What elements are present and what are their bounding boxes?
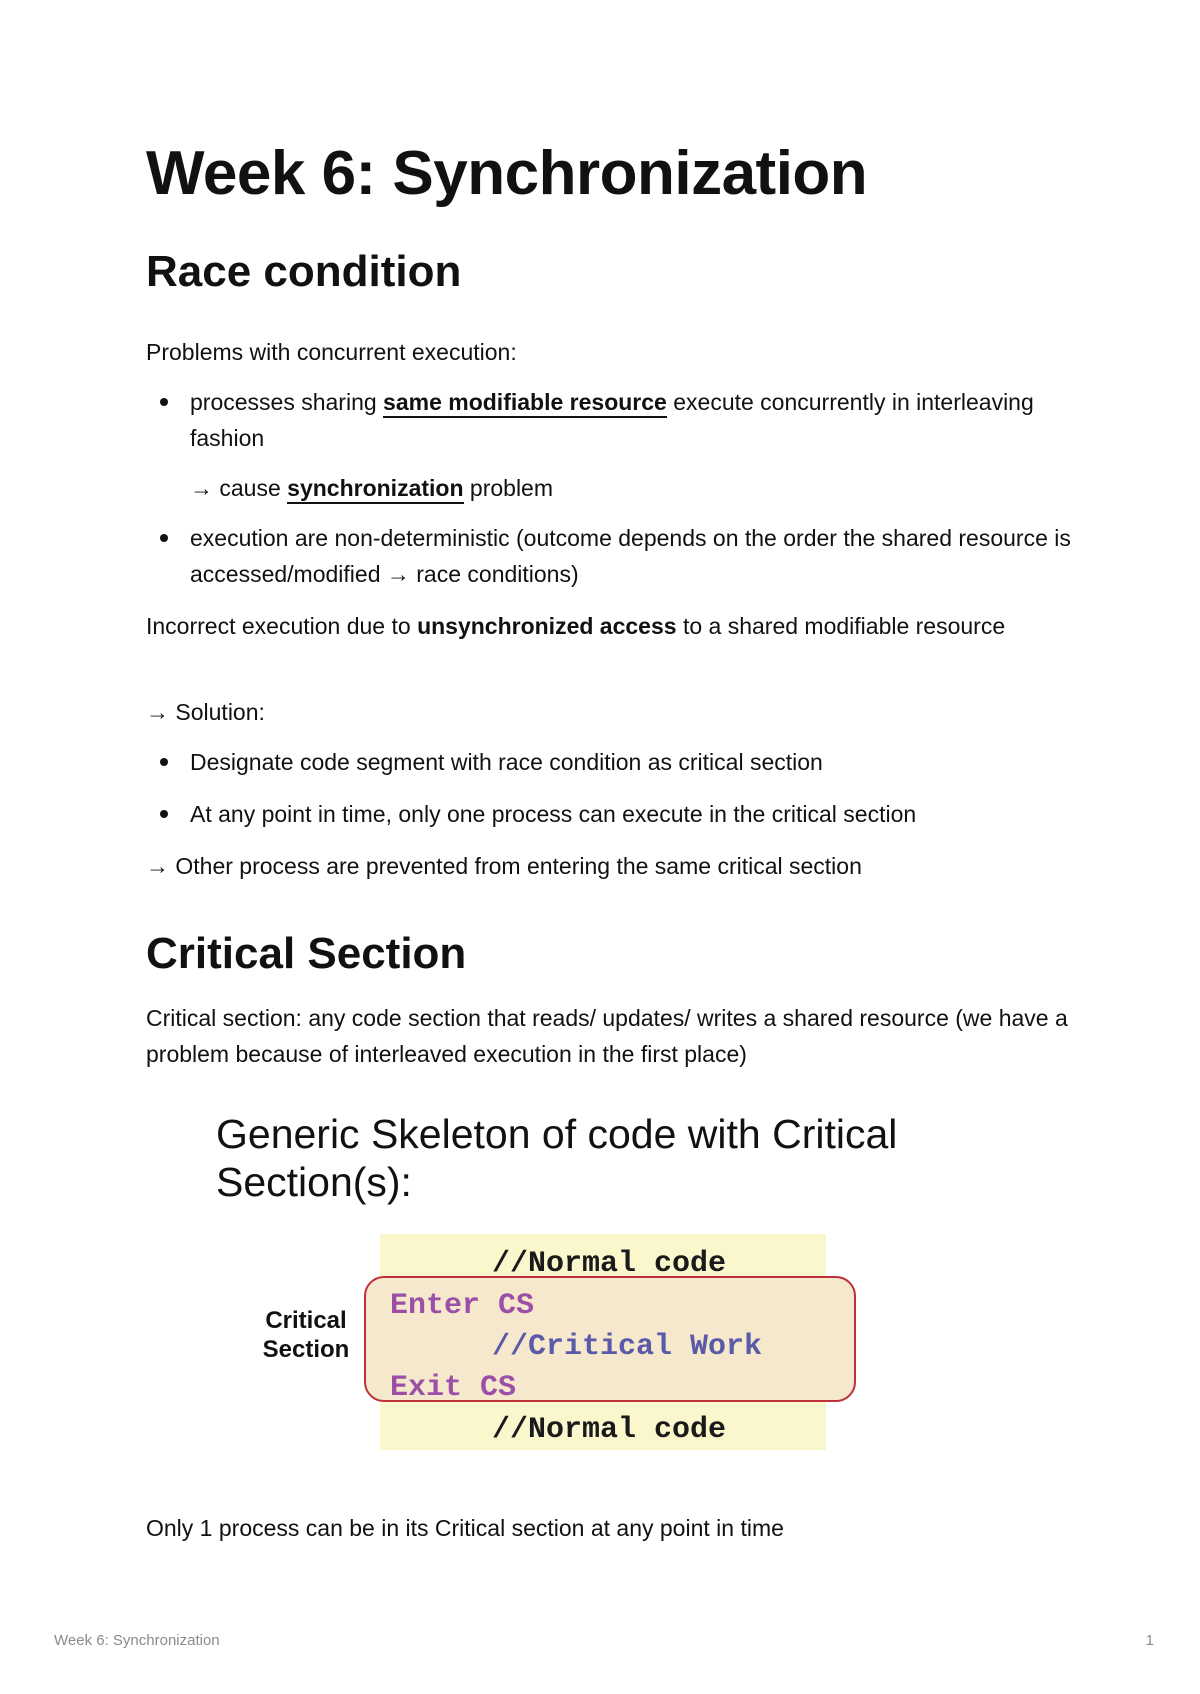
incorrect-execution-note: Incorrect execution due to unsynchronized access to a shared modifiable resource	[146, 613, 1006, 639]
section-heading-critical-section: Critical Section	[146, 929, 467, 978]
critical-section-definition: Critical section: any code section that reads/ updates/ writes a shared resource (we have a problem because of interleaved execution in the first place)	[146, 1005, 1068, 1067]
bullet-dot-icon	[160, 810, 168, 818]
critical-section-figure	[146, 1110, 1076, 1470]
section-heading-race-condition: Race condition	[146, 247, 462, 296]
bullet-dot-icon	[160, 758, 168, 766]
critical-section-label: Critical Section	[262, 1307, 350, 1363]
underlined-term: same modifiable resource	[383, 389, 667, 418]
page-title: Week 6: Synchronization	[146, 139, 868, 208]
sub-note: → cause synchronization problem	[190, 470, 1076, 506]
only-one-process-note: Only 1 process can be in its Critical section at any point in time	[146, 1515, 784, 1541]
solution-label: → Solution:	[146, 699, 265, 725]
list-item: At any point in time, only one process can execute in the critical section	[146, 796, 1076, 832]
footer-document-title: Week 6: Synchronization	[54, 1632, 220, 1649]
code-line-critical-work: //Critical Work	[492, 1330, 763, 1364]
list-item: processes sharing same modifiable resource execute concurrently in interleaving fashion	[146, 384, 1076, 456]
code-line-normal-bottom: //Normal code	[492, 1413, 727, 1447]
figure-title: Generic Skeleton of code with Critical Section(s):	[216, 1111, 898, 1205]
list-item: Designate code segment with race condition as critical section	[146, 744, 1076, 780]
code-line-enter-cs: Enter CS	[390, 1289, 535, 1323]
race-intro: Problems with concurrent execution:	[146, 339, 517, 365]
bullet-dot-icon	[160, 398, 168, 406]
other-process-note: → Other process are prevented from entering the same critical section	[146, 853, 862, 879]
underlined-term: synchronization	[287, 475, 463, 504]
footer-page-number: 1	[1145, 1632, 1154, 1649]
code-line-exit-cs: Exit CS	[390, 1371, 517, 1405]
list-item: execution are non-deterministic (outcome depends on the order the shared resource is accessed/modified → race conditions)	[146, 520, 1076, 592]
code-line-normal-top: //Normal code	[492, 1247, 727, 1281]
bullet-dot-icon	[160, 534, 168, 542]
